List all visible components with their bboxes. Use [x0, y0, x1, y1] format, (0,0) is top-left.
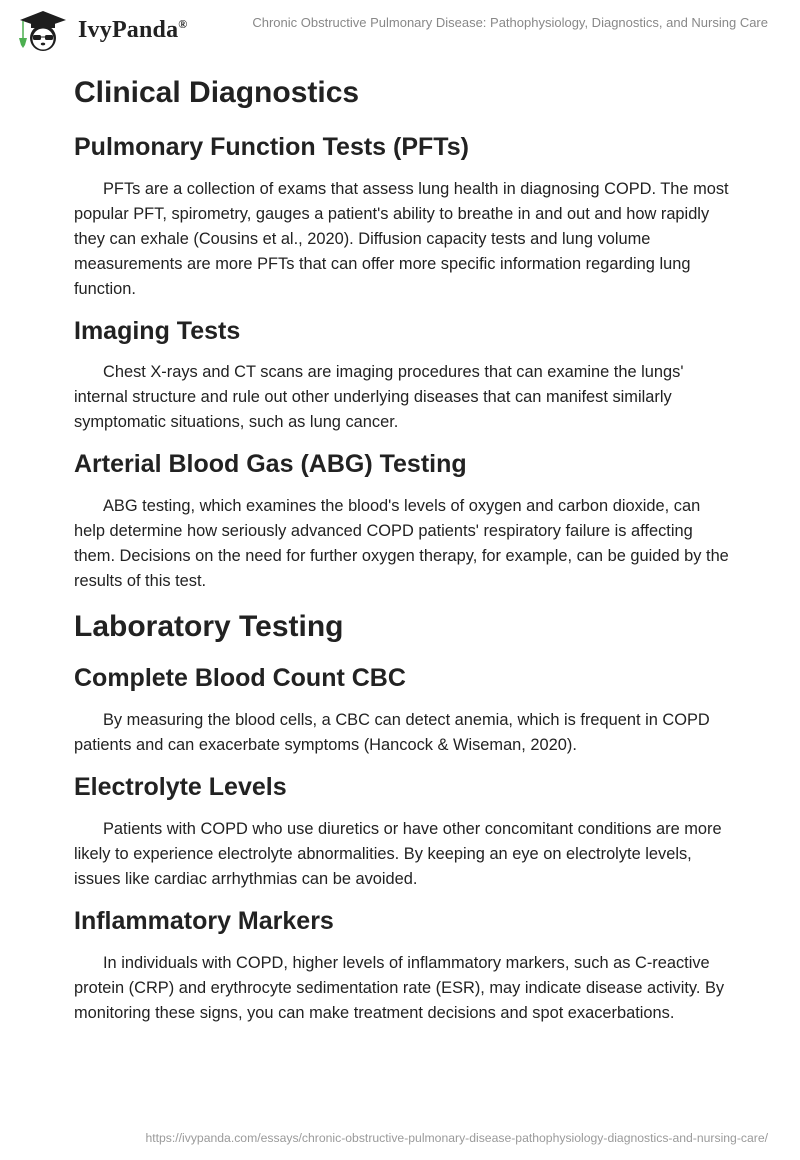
panda-graduate-icon	[14, 8, 72, 52]
section-heading-laboratory-testing: Laboratory Testing	[74, 610, 344, 643]
section-heading-clinical-diagnostics: Clinical Diagnostics	[74, 76, 360, 109]
paragraph-abg-testing: ABG testing, which examines the blood's levels of oxygen and carbon dioxide, can help determine how seriously advanced COPD patients' respiratory failure is affecting them. Decisions on the need for further oxygen therapy, for example, can be guided by the results of this test.	[74, 497, 729, 590]
document-title: Chronic Obstructive Pulmonary Disease: Pathophysiology, Diagnostics, and Nursing Care	[252, 15, 768, 30]
brand-logo[interactable]	[14, 8, 187, 52]
paragraph-imaging-tests: Chest X-rays and CT scans are imaging procedures that can examine the lungs' internal structure and rule out other underlying diseases that can manifest similarly symptomatic situations, such as lung cancer.	[74, 363, 684, 431]
page-header	[0, 0, 800, 56]
essay-content	[74, 72, 734, 1026]
brand-name: IvyPanda®	[78, 16, 188, 43]
subheading-cbc: Complete Blood Count CBC	[74, 664, 406, 692]
subheading-electrolyte-levels: Electrolyte Levels	[74, 773, 287, 801]
paragraph-electrolyte-levels: Patients with COPD who use diuretics or have other concomitant conditions are more likely to experience electrolyte abnormalities. By keeping an eye on electrolyte levels, issues like cardiac arrhythmias can be avoided.	[74, 820, 722, 888]
paragraph-inflammatory-markers: In individuals with COPD, higher levels of inflammatory markers, such as C-reactive protein (CRP) and erythrocyte sedimentation rate (ESR), may indicate disease activity. By monitoring these signs, you can make treatment decisions and spot exacerbations.	[74, 954, 725, 1022]
subheading-imaging-tests: Imaging Tests	[74, 317, 241, 345]
paragraph-pfts: PFTs are a collection of exams that assess lung health in diagnosing COPD. The most popular PFT, spirometry, gauges a patient's ability to breathe in and out and how rapidly they can exhale (Cousins et al., 2020). Diffusion capacity tests and lung volume measurements are more PFTs that can offer more specific information regarding lung function.	[74, 180, 729, 298]
subheading-inflammatory-markers: Inflammatory Markers	[74, 907, 334, 935]
paragraph-cbc: By measuring the blood cells, a CBC can detect anemia, which is frequent in COPD patients and can exacerbate symptoms (Hancock & Wiseman, 2020).	[74, 711, 710, 754]
source-url[interactable]: https://ivypanda.com/essays/chronic-obstructive-pulmonary-disease-pathophysiology-diagnostics-and-nursing-care/	[145, 1131, 768, 1145]
subheading-pfts: Pulmonary Function Tests (PFTs)	[74, 133, 469, 161]
subheading-abg-testing: Arterial Blood Gas (ABG) Testing	[74, 450, 467, 478]
